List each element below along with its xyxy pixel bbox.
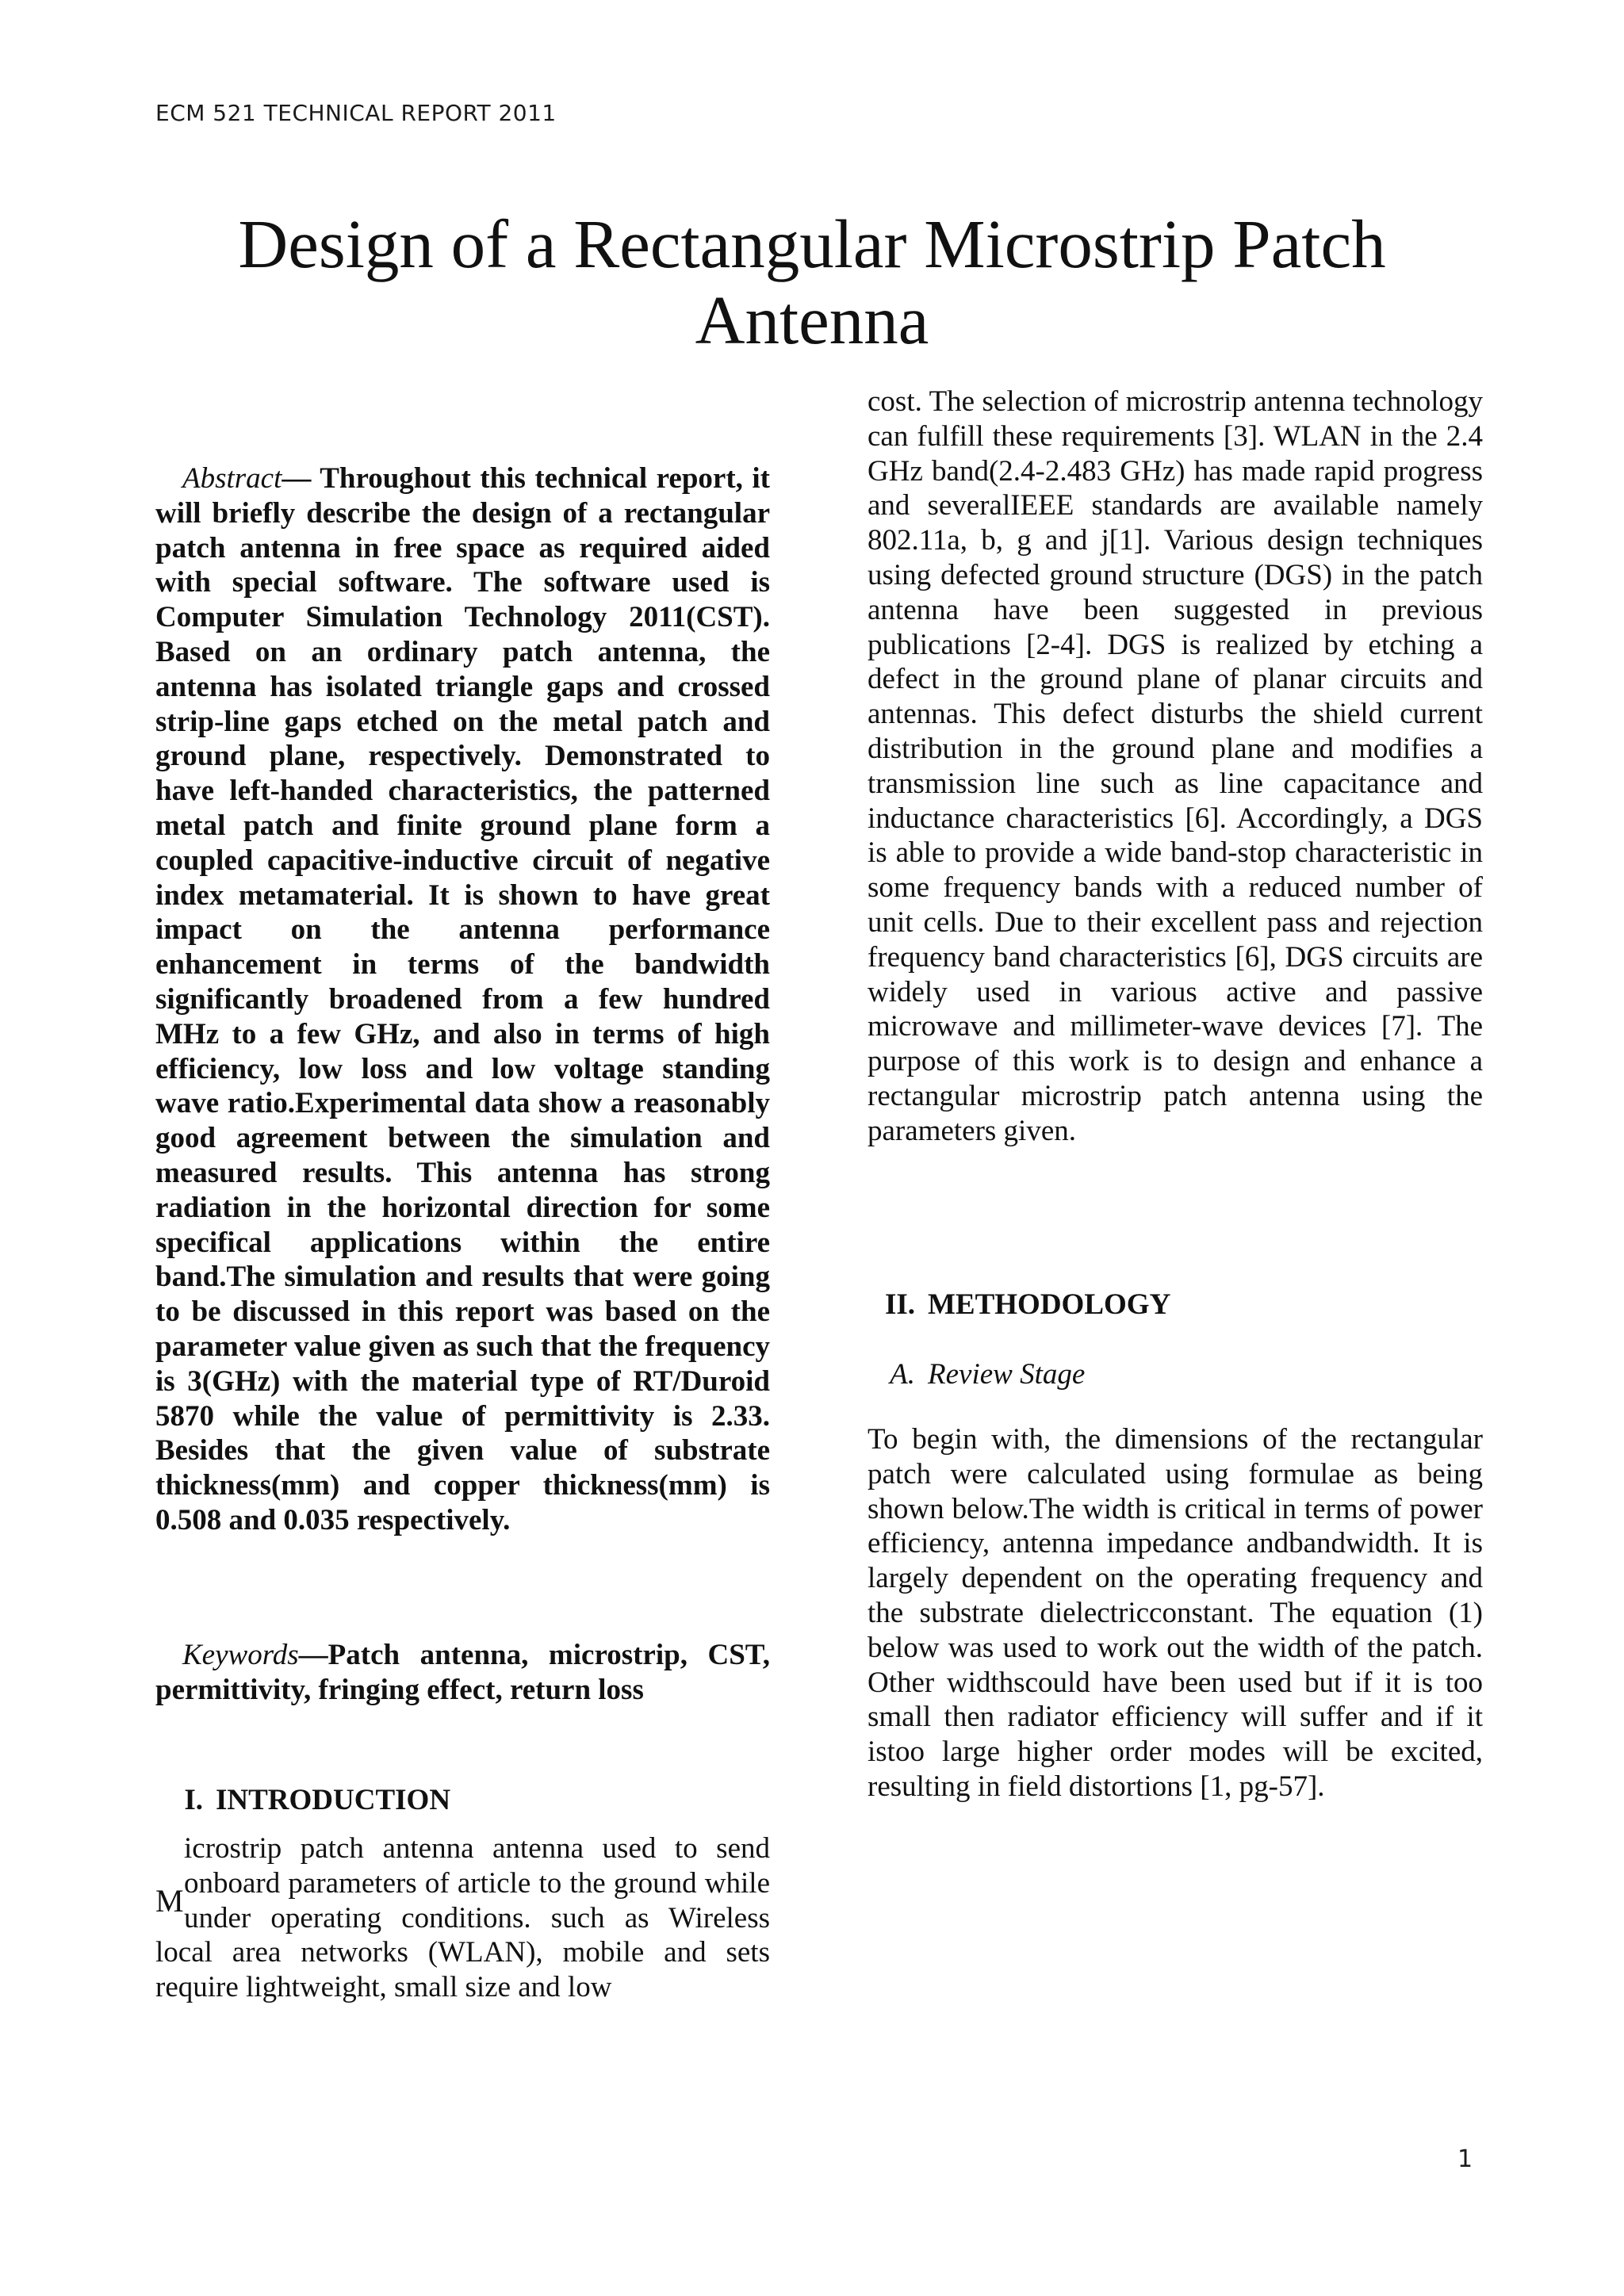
subsection-title: Review Stage [928, 1358, 1086, 1391]
keywords [155, 1638, 770, 1708]
section-number: I. [184, 1784, 203, 1816]
introduction-continuation-text: cost. The selection of microstrip antenna technology can fulfill these requirements [3]. WLAN in the 2.4 GHz band(2.4-2.483 GHz) has made rapid progress and severalIEEE standards are available namely 802.11a, b, g and j[1]. Various design techniques using defected ground structure (DGS) in the patch antenna have been suggested in previous publications [2-4]. DGS is realized by etching a defect in the ground plane of planar circuits and antennas. This defect disturbs the shield current distribution in the ground plane and modifies a transmission line such as line capacitance and inductance characteristics [6]. Accordingly, a DGS is able to provide a wide band-stop characteristic in some frequency bands with a reduced number of unit cells. Due to their excellent pass and rejection frequency band characteristics [6], DGS circuits are widely used in various active and passive microwave and millimeter-wave devices [7]. The purpose of this work is to design and enhance a rectangular microstrip patch antenna using the parameters given. [868, 385, 1483, 1147]
keywords-text: —Patch antenna, microstrip, CST, permittivity, fringing effect, return loss [155, 1639, 770, 1706]
subsection-number: A. [890, 1358, 915, 1391]
running-head: ECM 521 TECHNICAL REPORT 2011 [155, 100, 557, 126]
paper-title-line-1: Design of a Rectangular Microstrip Patch [238, 205, 1386, 282]
methodology-body [868, 1422, 1483, 1804]
paper-title [0, 206, 1624, 358]
paper-title-line-2: Antenna [695, 281, 929, 358]
abstract [155, 461, 770, 1538]
section-heading-methodology [868, 1288, 1170, 1322]
introduction-continuation [868, 385, 1483, 1149]
abstract-text: — Throughout this technical report, it will briefly describe the design of a rectangular patch antenna in free space as required aided with special software. The software used is Computer Simulation Technology 2011(CST). Based on an ordinary patch antenna, the antenna has isolated triangle gaps and crossed strip-line gaps etched on the metal patch and ground plane, respectively. Demonstrated to have left-handed characteristics, the patterned metal patch and finite ground plane form a coupled capacitive-inductive circuit of negative index metamaterial. It is shown to have great impact on the antenna performance enhancement in terms of the bandwidth significantly broadened from a few hundred MHz to a few GHz, and also in terms of high efficiency, low loss and low voltage standing wave ratio.Experimental data show a reasonably good agreement between the simulation and measured results. This antenna has strong radiation in the horizontal direction for some specifical applications within the entire band.The simulation and results that were going to be discussed in this report was based on the parameter value given as such that the frequency is 3(GHz) with the material type of RT/Duroid 5870 while the value of permittivity is 2.33. Besides that the given value of substrate thickness(mm) and copper thickness(mm) is 0.508 and 0.035 respectively. [155, 462, 770, 1536]
abstract-label: Abstract [182, 462, 282, 495]
drop-cap: M [155, 1883, 184, 1919]
subsection-heading-review-stage [868, 1357, 1085, 1392]
methodology-text: To begin with, the dimensions of the rectangular patch were calculated using formulae as being shown below.The width is critical in terms of power efficiency, antenna impedance andbandwidth. It is largely dependent on the operating frequency and the substrate dielectricconstant. The equation (1) below was used to work out the width of the patch. Other widthscould have been used but if it is too small then radiator efficiency will suffer and if it istoo large higher order modes will be excited, resulting in field distortions [1, pg-57]. [868, 1423, 1483, 1803]
section-heading-introduction [155, 1783, 450, 1818]
section-title: METHODOLOGY [928, 1288, 1171, 1321]
keywords-label: Keywords [182, 1639, 299, 1671]
section-title: INTRODUCTION [216, 1784, 451, 1816]
section-number: II. [884, 1288, 915, 1321]
introduction-body [155, 1831, 770, 2005]
page-number: 1 [1457, 2145, 1473, 2173]
introduction-text: icrostrip patch antenna antenna used to send onboard parameters of article to the ground while under operating conditions. such as Wireless local area networks (WLAN), mobile and sets require lightweight, small size and low [155, 1832, 770, 2004]
